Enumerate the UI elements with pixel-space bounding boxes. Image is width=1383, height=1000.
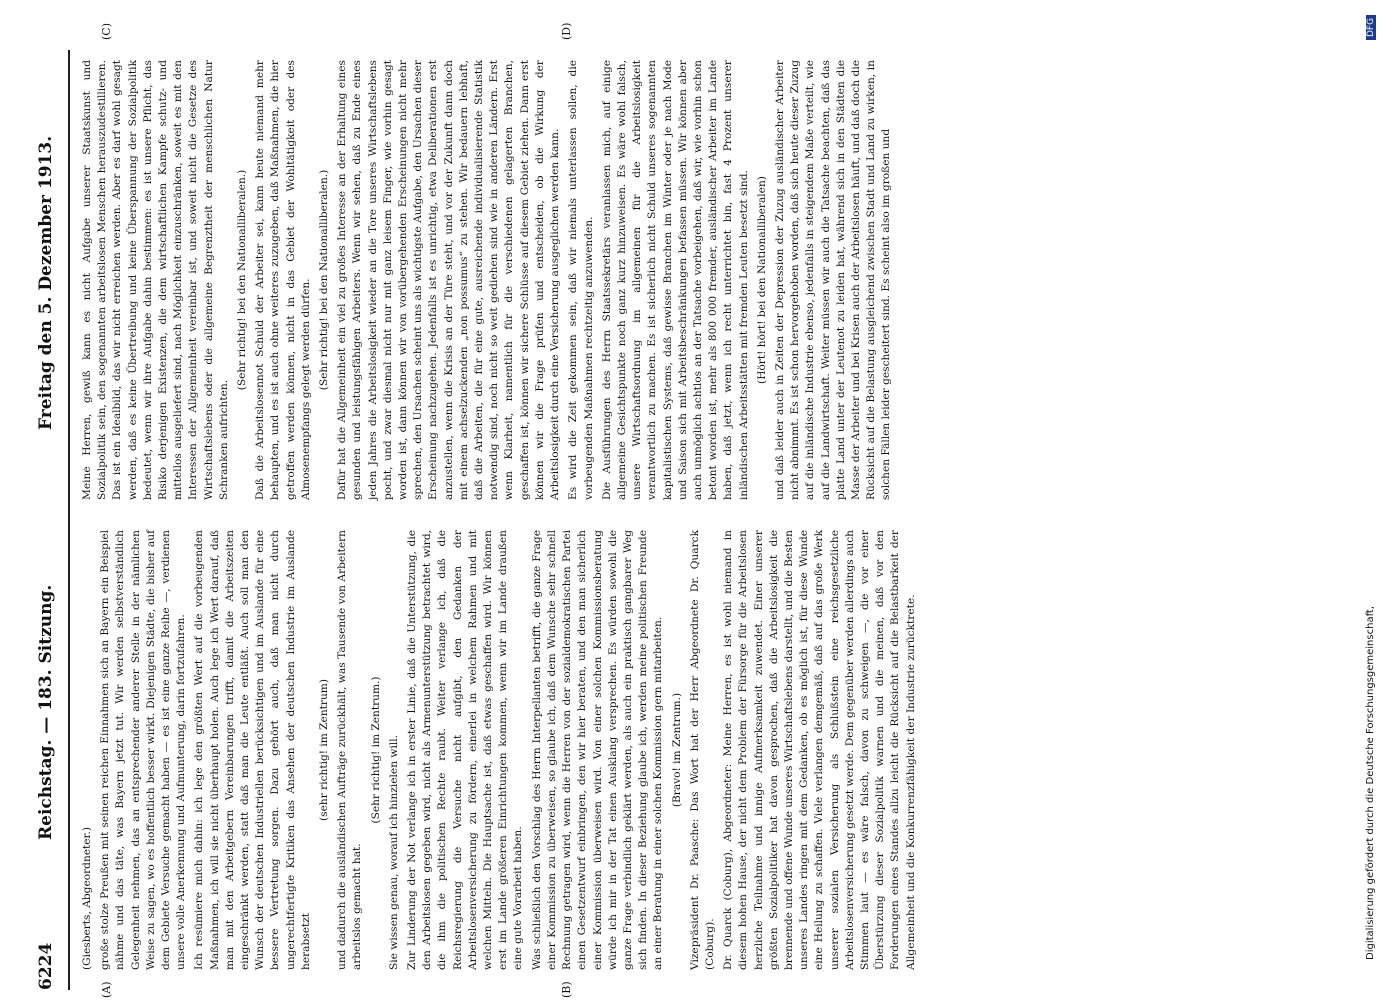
paragraph: und dadurch die ausländischen Aufträge zurückhält, was Tausende von Arbeitern arbeitslos gemacht hat.	[336, 530, 364, 970]
interjection: (Sehr richtig! bei den Nationalliberalen.)	[236, 169, 249, 391]
margin-letter-b: (B)	[560, 981, 573, 998]
interjection: (Sehr richtig! bei den Nationalliberalen.)	[318, 169, 331, 391]
paragraph: Vizepräsident Dr. Paasche: Das Wort hat der Herr Abgeordnete Dr. Quarck (Coburg).	[688, 530, 716, 970]
margin-letter-c: (C)	[100, 23, 113, 40]
paragraph: Daß die Arbeitslosennot Schuld der Arbeiter sei, kann heute niemand mehr behaupten, und es ist auch ohne weiteres zuzugeben, daß Maßnahmen, die hier getroffen werden können, nicht in das Gebiet der Wohltätigkeit oder des Almosenempfangs gelegt werden dürfen.	[254, 60, 312, 500]
page-number: 6224	[36, 942, 56, 990]
margin-letter-a: (A)	[100, 981, 113, 998]
right-column	[80, 60, 893, 500]
paragraph: Was schließlich den Vorschlag des Herrn Interpellanten betrifft, die ganze Frage einer Kommission zu überweisen, so glaube ich, daß dem Wunsche sehr schnell Rechnung getragen wird, wenn die Herren von der sozialdemokratischen Partei einen Gesetzentwurf einbringen, den wir hier beraten, und den man sicherlich einer Kommission überweisen wird. Von einer solchen Kommissionsberatung würde ich mir in der Tat einen Ausklang versprechen. Es würden sowohl die ganze Frage verbindlich geklärt werden, als auch ein praktisch gangbarer Weg sich finden. In dieser Beziehung glaube ich, werden meine politischen Freunde an einer Beratung in einer solchen Kommission gern mitarbeiten.	[530, 530, 665, 970]
paragraph: Dr. Quarck (Coburg), Abgeordneter: Meine Herren, es ist wohl niemand in diesem hohen Hause, der nicht dem Problem der Fürsorge für die Arbeitslosen herzliche Teilnahme und innige Aufmerksamkeit zuwendet. Einer unserer größten Sozialpolitiker hat davon gesprochen, daß die Arbeitslosigkeit die brennende und offene Wunde unseres Wirtschaftslebens darstellt, und die Besten unseres Landes ringen mit dem Gedanken, ob es möglich ist, für diese Wunde eine Heilung zu schaffen. Viele verlangen demgemäß, daß auf das große Werk unserer sozialen Versicherung als Schlußstein eine reichsgesetzliche Arbeitslosenversicherung gesetzt werde. Dem gegenüber werden allerdings auch Stimmen laut — es wäre falsch, davon zu schweigen —, die vor einer Überstürzung dieser Sozialpolitik warnen und die meinen, daß vor den Forderungen eines Standes allzu leicht die Rücksicht auf die Belastbarkeit der Allgemeinheit und die Konkurrenzfähigkeit der Industrie zurücktrete.	[722, 530, 917, 970]
interjection: (Hört! hört! bei den Nationalliberalen)	[755, 176, 768, 384]
header-date: Freitag den 5. Dezember 1913.	[36, 135, 56, 430]
interjection: (Bravo! im Zentrum.)	[670, 692, 683, 808]
digitization-credit: Digitalisierung gefördert durch die Deutsche Forschungsgemeinschaft,	[1365, 605, 1376, 960]
paragraph: und daß leider auch in Zeiten der Depression der Zuzug ausländischer Arbeiter nicht abnimmt. Es ist schon hervorgehoben worden, daß sich heute dieser Zuzug auf die inländische Industrie ebenso, jedenfalls in steigendem Maße verteilt, wie auf die Landwirtschaft. Weiter müssen wir auch die Tatsache beachten, daß das platte Land unter der Leutenot zu leiden hat, während sich in den Städten die Masse der Arbeiter und bei Krisen auch der Arbeitslosen häuft, und daß doch die Rücksicht auf die Belastung ausgleichend zwischen Stadt und Land zu wirken, in solchen Fällen leider gescheitert sind. Es scheint also im großen und	[773, 60, 893, 500]
paragraph: Meine Herren, gewiß kann es nicht Aufgabe unserer Staatskunst und Sozialpolitik sein, den sogenannten arbeitslosen Menschen herauszudestillieren. Das ist ein Idealbild, das wir nicht erreichen werden. Aber es darf wohl gesagt werden, daß es keine Übertreibung und keine Überspannung der Sozialpolitik bedeutet, wenn wir ihre Aufgabe dahin bestimmen: es ist unsere Pflicht, das Risiko derjenigen Existenzen, die dem wirtschaftlichen Kampfe schutz- und mittellos ausgeliefert sind, nach Möglichkeit einzuschränken, soweit es mit den Interessen der Allgemeinheit vereinbar ist, und soweit nicht die Gesetze des Wirtschaftslebens oder die allgemeine Begrenztheit der menschlichen Natur Schranken aufrichten.	[81, 60, 230, 500]
paragraph: Es wird die Zeit gekommen sein, daß wir niemals unterlassen sollen, die vorbeugenden Maßnahmen rechtzeitig anzuwenden.	[567, 60, 595, 500]
interjection: (Sehr richtig! im Zentrum.)	[369, 676, 382, 824]
paragraph: Ich resümiere mich dahin: ich lege den größten Wert auf die vorbeugenden Maßnahmen, ich will sie nicht überhaupt holen. Auch lege ich Wert darauf, daß man mit den Arbeitgebern Vereinbarungen trifft, damit die Arbeitszeiten eingeschränkt werden, statt daß man die Leute entläßt. Auch soll man den Wunsch der deutschen Industriellen berücksichtigen und im Auslande für eine bessere Vertretung sorgen. Dazu gehört auch, daß man nicht durch ungerechtfertigte Kritiken das Ansehen der deutschen Industrie im Auslande herabsetzt	[193, 530, 312, 970]
paragraph: Dafür hat die Allgemeinheit ein viel zu großes Interesse an der Erhaltung eines gesunden und leistungsfähigen Arbeiters. Wenn wir sehen, daß zu Ende eines jeden Jahres die Arbeitslosigkeit wieder an die Tore unseres Wirtschaftslebens pocht, und zwar diesmal nicht nur mit ganz leisem Finger, wie vorhin gesagt worden ist, dann können wir von vorübergehenden Erscheinungen nicht mehr sprechen, den Ursachen scheint uns als wichtigste Aufgabe, den Ursachen dieser Erscheinung nachzugehen. Jedenfalls ist es unrichtig, etwa Deliberationen erst anzustellen, wenn die Krisis an der Türe steht, und vor der Zukunft dann doch mit einem achselzuckenden „non possumus“ zu stehen. Wir bedauern lebhaft, daß die Arbeiten, die für eine gute, ausreichende individualisierende Statistik notwendig sind, noch nicht so weit gediehen sind wie in anderen Ländern. Erst wenn Klarheit, namentlich für die verschiedenen gelagerten Branchen, geschaffen ist, können wir sichere Schlüsse auf diesem Gebiet ziehen. Dann erst können wir die Frage prüfen und entscheiden, ob die Wirkung der Arbeitslosigkeit durch eine Versicherung ausgeglichen werden kann.	[336, 60, 562, 500]
speaker-note: (Giesberts, Abgeordneter.)	[81, 827, 93, 970]
paragraph: Sie wissen genau, worauf ich hinzielen will.	[387, 735, 400, 970]
page-header	[28, 50, 70, 990]
margin-letter-d: (D)	[560, 22, 573, 40]
paragraph: große stolze Preußen mit seinen reichen Einnahmen sich an Bayern ein Beispiel nähme und das täte, was Bayern jetzt tut. Wir werden selbstverständlich Gelegenheit nehmen, das an entsprechender anderer Stelle in der nämlichen Weise zu sagen, wo es hoffentlich besser wirkt. Diejenigen Städte, die bisher auf dem Gebiete Versuche gemacht haben — es ist eine ganze Reihe —, verdienen unsere volle Anerkennung und Aufmunterung, darin fortzufahren.	[99, 530, 188, 970]
left-column	[80, 530, 917, 970]
interjection: (sehr richtig! im Zentrum)	[318, 679, 331, 821]
header-session: Reichstag. — 183. Sitzung.	[36, 584, 56, 840]
paragraph: Die Ausführungen des Herrn Staatssekretärs veranlassen mich, auf einige allgemeine Gesichtspunkte noch ganz kurz hinzuweisen. Es wäre wohl falsch, unsere Wirtschaftsordnung im allgemeinen für die Arbeitslosigkeit verantwortlich zu machen. Es ist sicherlich nicht Schuld unseres sogenannten kapitalistischen Systems, daß gewisse Branchen im Winter oder je nach Mode und Saison sich mit Arbeitsbeschränkungen befassen müssen. Wir können aber auch unmöglich achtlos an der Tatsache vorbeigehen, daß wir, wie vorhin schon betont worden ist, mehr als 800 000 fremder, ausländischer Arbeiter im Lande haben, daß jetzt, wenn ich recht unterrichtet bin, fast 4 Prozent unserer inländischen Arbeitsstätten mit fremden Leuten besetzt sind.	[600, 60, 750, 500]
dfg-logo: DFG	[1366, 15, 1376, 40]
paragraph: Zur Linderung der Not verlange ich in erster Linie, daß die Unterstützung, die den Arbeitslosen gegeben wird, nicht als Armenunterstützung betrachtet wird, die ihm die politischen Rechte raubt. Weiter verlange ich, daß die Reichsregierung die Versuche nicht aufgibt, den Gedanken der Arbeitslosenversicherung zu fördern, einerlei in welchem Rahmen und mit welchen Mitteln. Die Hauptsache ist, daß etwas geschaffen wird. Wir können erst im Lande größeren Einrichtungen kommen, wenn wir im Lande draußen eine gute Vorarbeit haben.	[406, 530, 525, 970]
